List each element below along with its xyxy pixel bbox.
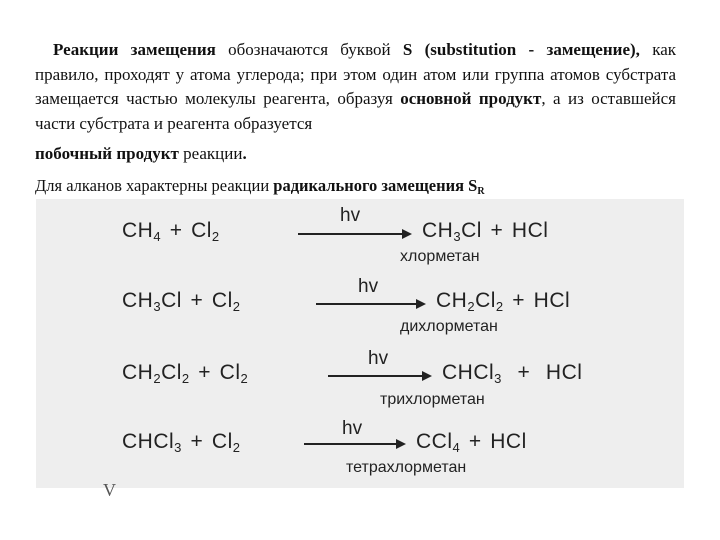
reaction-4-arrow [304, 443, 404, 445]
r2: Cl [219, 361, 241, 384]
p1-sub: 3 [453, 229, 462, 244]
reaction-2-arrow [316, 303, 424, 305]
r1-tail: Cl [161, 289, 182, 312]
para-text-2: как правило, проходят у атома углерода; при этом один атом или группа атомов субстрата замещается частью молекулы реагента, образуя [35, 40, 677, 108]
p1b: Cl [475, 289, 496, 312]
para-text-3: , а из оставшейся части субстрата и реагента образуется [35, 89, 676, 133]
para-end: . [242, 144, 247, 163]
para-text-4: реакции [178, 144, 243, 163]
reaction-1-product-name: хлорметан [400, 248, 480, 265]
term-substitution-reactions: Реакции замещения [53, 40, 216, 59]
r1-tail: Cl [161, 361, 182, 384]
r2-sub: 2 [240, 371, 249, 386]
reaction-2-condition: hv [358, 276, 379, 297]
r2: Cl [211, 289, 233, 312]
reaction-2-product-name: дихлорметан [400, 318, 498, 335]
r1-sub: 3 [174, 440, 182, 455]
plus: + [512, 289, 526, 312]
reaction-3-product-name: трихлорметан [380, 391, 485, 408]
reaction-3-arrow [328, 375, 430, 377]
reaction-1-products [422, 219, 548, 244]
plus: + [468, 430, 482, 453]
p2: HCl [490, 430, 527, 453]
r1: CH [122, 219, 154, 242]
term-s: S (substitution - замещение), [402, 40, 640, 59]
plus: + [190, 289, 204, 312]
p1b: Cl [461, 219, 482, 242]
reaction-3-products [442, 361, 582, 386]
reaction-4-products [416, 430, 527, 455]
r2-sub: 2 [232, 440, 241, 455]
radical-term-text: радикального замещения S [273, 176, 478, 195]
p1a: CHCl [442, 361, 495, 384]
reaction-3-condition: hv [368, 348, 389, 369]
reaction-4-reactants [122, 430, 240, 455]
intro-paragraph [35, 38, 676, 167]
p1-sub: 4 [452, 440, 461, 455]
plus: + [490, 219, 504, 242]
plus: + [169, 219, 183, 242]
r2: Cl [191, 219, 212, 242]
term-main-product: основной продукт [400, 89, 542, 108]
plus: + [198, 361, 212, 384]
reaction-3-reactants [122, 361, 248, 386]
term-side-product: побочный продукт [35, 144, 179, 163]
reaction-1-condition: hv [340, 205, 361, 226]
scan-mark: V [103, 480, 116, 500]
r1: CH [122, 361, 154, 384]
r1-tail-sub: 2 [181, 371, 190, 386]
plus: + [190, 430, 204, 453]
reaction-1-reactants [122, 219, 220, 244]
p1a: CH [436, 289, 468, 312]
r1-sub: 4 [153, 229, 162, 244]
p1-sub2: 2 [495, 299, 504, 314]
para-text-1: обозначаются буквой [215, 40, 403, 59]
reaction-4-product-name: тетрахлорметан [346, 459, 467, 476]
p1-sub1: 2 [467, 299, 476, 314]
reaction-2-products [436, 289, 570, 314]
p1a: CCl [416, 430, 453, 453]
reaction-2-reactants [122, 289, 241, 314]
r1-sub: 3 [153, 299, 162, 314]
p1a: CH [422, 219, 454, 242]
p1-sub: 3 [494, 371, 502, 386]
alkanes-line [35, 176, 485, 197]
p2: HCl [533, 289, 571, 312]
r1: CHCl [122, 430, 175, 453]
p2: HCl [511, 219, 549, 242]
p2: HCl [545, 361, 583, 384]
reaction-4-condition: hv [342, 418, 363, 439]
r1: CH [122, 289, 154, 312]
radical-substitution-term [273, 176, 484, 195]
reaction-1-arrow [298, 233, 410, 235]
r2-sub: 2 [232, 299, 241, 314]
r2-sub: 2 [211, 229, 220, 244]
plus: + [517, 361, 531, 384]
r2: Cl [211, 430, 233, 453]
r1-sub: 2 [153, 371, 162, 386]
radical-term-sub: R [477, 186, 485, 197]
alkanes-text: Для алканов характерны реакции [35, 176, 274, 195]
